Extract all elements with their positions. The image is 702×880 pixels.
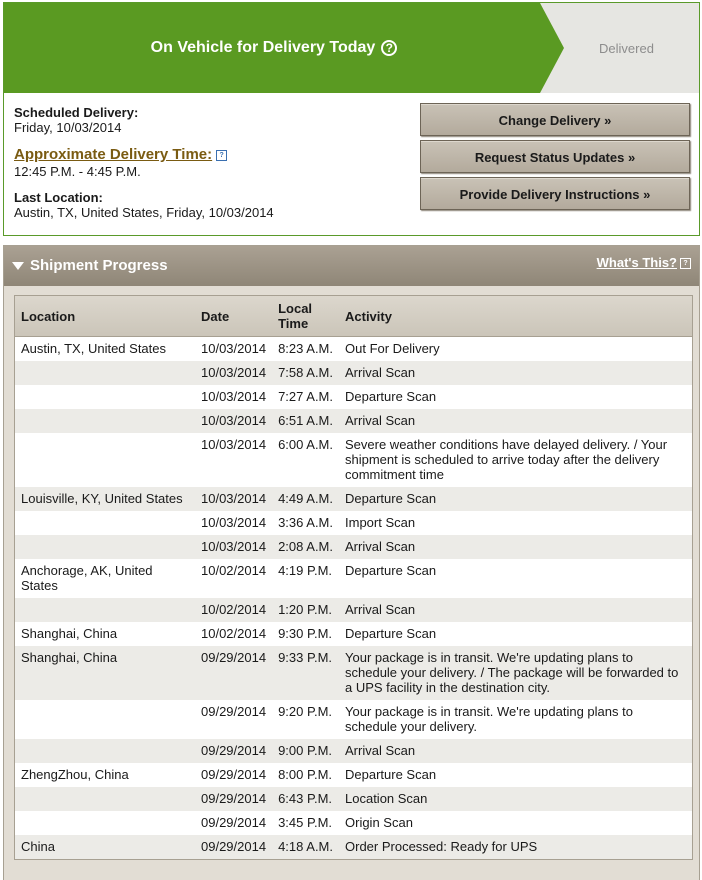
- table-row: [15, 511, 692, 535]
- cell-location: Louisville, KY, United States: [15, 487, 195, 511]
- table-row: [15, 646, 692, 700]
- request-status-updates-button[interactable]: Request Status Updates »: [420, 140, 690, 173]
- cell-location: Anchorage, AK, United States: [21, 563, 153, 593]
- cell-date: 09/29/2014: [201, 704, 267, 719]
- cell-time: 3:45 P.M.: [278, 815, 333, 830]
- cell-activity: Arrival Scan: [339, 361, 692, 385]
- cell-location: [15, 700, 195, 739]
- cell-activity: Order Processed: Ready for UPS: [339, 835, 692, 859]
- approximate-delivery-time-link[interactable]: Approximate Delivery Time:: [14, 146, 213, 163]
- cell-activity: Origin Scan: [345, 815, 413, 830]
- cell-activity: Your package is in transit. We're updating plans to schedule your delivery.: [345, 704, 633, 734]
- change-delivery-button[interactable]: Change Delivery »: [420, 103, 690, 136]
- local-time-header-text: Local Time: [278, 301, 313, 331]
- provide-delivery-instructions-button[interactable]: Provide Delivery Instructions »: [420, 177, 690, 210]
- column-header-local-time: [272, 296, 339, 337]
- help-icon[interactable]: ?: [680, 258, 691, 269]
- table-row: [15, 811, 692, 835]
- cell-date: 10/03/2014: [195, 535, 272, 559]
- shipment-progress-header[interactable]: [4, 246, 699, 286]
- cell-location: [15, 385, 195, 409]
- delivery-actions: [420, 103, 690, 214]
- cell-date: 10/03/2014: [195, 487, 272, 511]
- cell-date: 10/03/2014: [195, 409, 272, 433]
- delivery-status-panel: [3, 2, 700, 236]
- cell-location: [15, 787, 195, 811]
- cell-date: 10/03/2014: [201, 437, 267, 452]
- cell-location: ZhengZhou, China: [21, 767, 129, 782]
- cell-activity: Location Scan: [339, 787, 692, 811]
- approximate-delivery-time-value: 12:45 P.M. - 4:45 P.M.: [14, 164, 141, 179]
- cell-location: [15, 811, 195, 835]
- cell-location: [15, 511, 195, 535]
- cell-time: 6:00 A.M.: [278, 437, 333, 452]
- last-location-value: Austin, TX, United States, Friday, 10/03/2014: [14, 205, 274, 220]
- cell-location: Shanghai, China: [21, 626, 118, 641]
- delivery-info: [14, 105, 414, 220]
- cell-time: 9:20 P.M.: [278, 704, 333, 719]
- help-icon[interactable]: ?: [216, 150, 227, 161]
- cell-location: Shanghai, China: [15, 646, 195, 700]
- cell-location: [15, 598, 195, 622]
- cell-activity: Departure Scan: [339, 487, 692, 511]
- cell-date: 09/29/2014: [201, 815, 267, 830]
- cell-date: 10/03/2014: [201, 515, 267, 530]
- cell-time: 3:36 A.M.: [278, 515, 333, 530]
- current-step: [4, 3, 544, 93]
- table-row: [15, 835, 692, 859]
- cell-time: 8:00 P.M.: [278, 767, 333, 782]
- column-header-date: Date: [195, 296, 272, 337]
- cell-time: 9:33 P.M.: [272, 646, 339, 700]
- cell-time: 4:49 A.M.: [272, 487, 339, 511]
- cell-time: 2:08 A.M.: [272, 535, 339, 559]
- cell-date: 10/02/2014: [201, 563, 267, 578]
- table-row: [15, 559, 692, 598]
- cell-time: 8:23 A.M.: [278, 341, 333, 356]
- cell-location: [15, 361, 195, 385]
- scheduled-delivery-value: Friday, 10/03/2014: [14, 120, 122, 135]
- table-row: [15, 433, 692, 487]
- cell-date: 10/02/2014: [201, 626, 267, 641]
- current-step-label: On Vehicle for Delivery Today: [150, 39, 376, 56]
- cell-location: [15, 409, 195, 433]
- cell-activity: Severe weather conditions have delayed delivery. / Your shipment is scheduled to arrive today after the delivery commitment time: [345, 437, 668, 482]
- table-row: [15, 337, 692, 362]
- cell-date: 10/03/2014: [195, 361, 272, 385]
- table-row: [15, 598, 692, 622]
- table-row: [15, 409, 692, 433]
- cell-activity: Import Scan: [345, 515, 416, 530]
- help-circle-icon[interactable]: ?: [381, 40, 397, 56]
- table-row: [15, 787, 692, 811]
- table-body: [15, 337, 692, 860]
- last-location-label: Last Location:: [14, 190, 103, 205]
- cell-activity: Arrival Scan: [339, 535, 692, 559]
- shipment-progress-table: [14, 295, 693, 860]
- cell-location: Austin, TX, United States: [21, 341, 166, 356]
- cell-time: 7:27 A.M.: [278, 389, 333, 404]
- column-header-location: Location: [15, 296, 195, 337]
- cell-date: 09/29/2014: [195, 646, 272, 700]
- cell-activity: Arrival Scan: [339, 598, 692, 622]
- shipment-progress-panel: [3, 245, 700, 880]
- cell-location: [15, 535, 195, 559]
- cell-date: 10/02/2014: [195, 598, 272, 622]
- whats-this-link[interactable]: What's This?: [596, 255, 677, 270]
- cell-time: 6:43 P.M.: [272, 787, 339, 811]
- cell-time: 4:18 A.M.: [272, 835, 339, 859]
- cell-activity: Departure Scan: [345, 767, 437, 782]
- cell-location: China: [15, 835, 195, 859]
- table-header-row: [15, 296, 692, 337]
- cell-time: 4:19 P.M.: [278, 563, 333, 578]
- table-row: [15, 622, 692, 646]
- delivery-progress-bar: [4, 3, 699, 93]
- cell-time: 6:51 A.M.: [272, 409, 339, 433]
- table-row: [15, 739, 692, 763]
- cell-location: [15, 739, 195, 763]
- cell-activity: Arrival Scan: [339, 409, 692, 433]
- next-step-label: Delivered: [599, 40, 654, 56]
- shipment-progress-title: Shipment Progress: [30, 257, 168, 274]
- cell-activity: Departure Scan: [345, 563, 437, 578]
- cell-date: 09/29/2014: [195, 835, 272, 859]
- table-row: [15, 487, 692, 511]
- cell-activity: Arrival Scan: [339, 739, 692, 763]
- cell-time: 7:58 A.M.: [272, 361, 339, 385]
- cell-time: 9:00 P.M.: [272, 739, 339, 763]
- cell-activity: Departure Scan: [345, 626, 437, 641]
- column-header-activity: Activity: [339, 296, 692, 337]
- cell-date: 09/29/2014: [195, 739, 272, 763]
- cell-date: 09/29/2014: [195, 787, 272, 811]
- table-row: [15, 385, 692, 409]
- table-row: [15, 361, 692, 385]
- cell-time: 1:20 P.M.: [272, 598, 339, 622]
- cell-activity: Departure Scan: [345, 389, 437, 404]
- table-row: [15, 700, 692, 739]
- cell-date: 10/03/2014: [201, 341, 267, 356]
- table-row: [15, 763, 692, 787]
- cell-time: 9:30 P.M.: [278, 626, 333, 641]
- cell-date: 10/03/2014: [201, 389, 267, 404]
- cell-date: 09/29/2014: [201, 767, 267, 782]
- cell-activity: Your package is in transit. We're updating plans to schedule your delivery. / The package will be forwarded to a UPS facility in the destination city.: [339, 646, 692, 700]
- collapse-triangle-icon[interactable]: [12, 262, 24, 270]
- scheduled-delivery-label: Scheduled Delivery:: [14, 105, 139, 120]
- table-row: [15, 535, 692, 559]
- cell-activity: Out For Delivery: [345, 341, 440, 356]
- cell-location: [15, 433, 195, 487]
